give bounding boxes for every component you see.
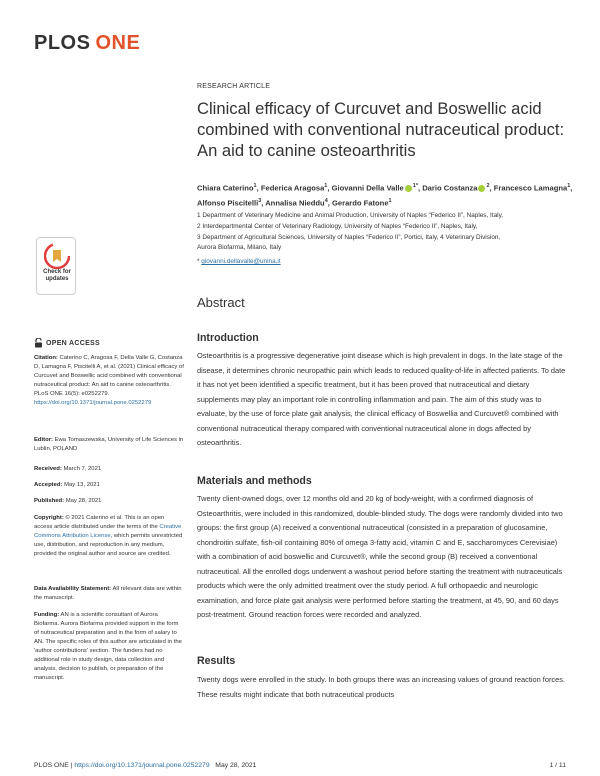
corresponding-star: *: [197, 258, 200, 265]
open-lock-icon: [34, 338, 43, 348]
author-affiliation-sup: 4: [324, 198, 328, 205]
footer-date: May 28, 2021: [215, 762, 257, 769]
affiliation-line: Aurora Biofarma, Milano, Italy: [197, 244, 282, 252]
citation-doi-link[interactable]: https://doi.org/10.1371/journal.pone.0252279: [34, 400, 152, 406]
corresponding-email-link[interactable]: giovanni.dellavalle@unina.it: [201, 258, 281, 265]
journal-logo: [34, 32, 140, 55]
author-name[interactable]: Giovanni Della Valle: [331, 183, 404, 193]
footer-separator: |: [70, 762, 73, 769]
author-affiliation-sup: 1*: [412, 183, 418, 189]
funding-block: [34, 611, 184, 683]
accepted-block: [34, 481, 184, 490]
check-updates-line2: updates: [45, 276, 69, 282]
affiliation-line: 3 Department of Agricultural Sciences, University of Naples “Federico II”, Portici, Italy, 4 Veterinary Division,: [197, 233, 501, 241]
results-paragraph: Twenty dogs were enrolled in the study. In both groups there was an increasing values of ground reaction forces. These results might indicate that both nutraceutical products: [197, 675, 565, 699]
footer-doi-link[interactable]: https://doi.org/10.1371/journal.pone.0252279: [74, 762, 210, 769]
funding-text: AN is a scientific consultant of Aurora Biofarma. Aurora Biofarma provided support in the form of nutraceutical preparation and in the form of salary to AN. The specific roles of this author are articulated in the 'author contributions' section. The funders had no additional role in study design, data collection and analysis, decision to publish, or preparation of the manuscript.: [34, 612, 182, 681]
copyright-label: Copyright:: [34, 515, 64, 521]
affiliations: [197, 211, 587, 254]
citation-label: Citation:: [34, 355, 58, 361]
author-name[interactable]: Gerardo Fatone: [332, 198, 389, 208]
author-name[interactable]: Annalisa Nieddu: [265, 198, 325, 208]
check-updates-line1: Check for: [43, 269, 71, 275]
author-affiliation-sup: 3: [258, 198, 262, 205]
introduction-heading: Introduction: [197, 332, 259, 344]
published-block: [34, 497, 184, 506]
orcid-icon[interactable]: [478, 185, 485, 192]
affiliation-line: 2 Interdepartmental Center of Veterinary Radiology, University of Naples “Federico II”, Naples, Italy,: [197, 222, 478, 230]
author-name[interactable]: Federica Aragosa: [260, 183, 325, 193]
received-date: March 7, 2021: [63, 466, 102, 472]
results-heading: Results: [197, 655, 236, 667]
copyright-text: © 2021 Caterino et al. This is an open access article distributed under the terms of the: [34, 515, 165, 530]
editor-label: Editor:: [34, 437, 53, 443]
check-for-updates-button[interactable]: [36, 237, 76, 295]
article-type: RESEARCH ARTICLE: [197, 83, 271, 90]
copyright-text-end: , which permits unrestricted use, distribution, and reproduction in any medium, provided the original author and source are credited.: [34, 533, 183, 557]
accepted-label: Accepted:: [34, 482, 63, 488]
methods-heading: Materials and methods: [197, 475, 312, 487]
author-affiliation-sup: 1: [567, 183, 571, 189]
citation-text: Caterino C, Aragosa F, Della Valle G, Costanza D, Lamagna F, Piscitelli A, et al. (2021) Clinical efficacy of Curcuvet and Boswellic acid combined with conventional nutraceutical product: An aid to canine osteoarthritis. PLoS ONE 16(5): e0252279.: [34, 355, 184, 397]
open-access-badge: [34, 338, 100, 348]
corresponding-author: [197, 258, 281, 265]
author-name[interactable]: Francesco Lamagna: [493, 183, 568, 193]
author-list: Chiara Caterino$^1$, Federica Aragosa$^1$, Giovanni Della Valle $^{1*}$, Dario Costanza $^2$, Francesco Lamagna$^1$, Alfonso Piscitelli$^3$, Annalisa Nieddu$^4$, Gerardo Fatone$^1$: [197, 183, 573, 208]
introduction-paragraph: Osteoarthritis is a progressive degenerative joint disease which is high prevalent in dogs. In the late stage of the disease, it determines chronic neuropathic pain which leads to reduced quality-of-life in affected patients. To date it has not yet been identified a specific treatment, but it has been proved that nutraceutical and dietary supplements may play an important role in controlling inflammation and pain. The aim of this study was to evaluate, by the use of force plate gait analysis, the clinical efficacy of Boswellia and Curcuvet® combined with conventional nutraceutical therapy compared with conventional nutraceutical alone in dogs affected by osteoarthritis.: [197, 351, 566, 447]
author-name[interactable]: Dario Costanza: [422, 183, 478, 193]
methods-paragraph: Twenty client-owned dogs, over 12 months old and 20 kg of body-weight, with a confirmed diagnosis of Osteoarthritis, were included in this randomized, double-blinded study. The dogs were randomly divided into two groups: the first group (A) received a conventional nutraceutical (consisted in a preparation of glucosamine, chondroitin sulfate, fish-oil containing 80% of omega 3-fatty acid, vitamin C and E, saccharomyces Cerevisiae) with a combination of acid boswellic and Curcuvet®, while the second group (B) received a conventional nutraceutical. All the enrolled dogs underwent a washout period before starting the treatment with nutraceuticals products which were the only admitted treatment over the study period. A full orthopaedic and neurologic examination, and force plate gait analysis were performed before starting the treatment, at 45, 90, and 60 days post-treatment. Ground reaction forces were recorded and analyzed.: [197, 494, 563, 619]
author-affiliation-sup: 1: [388, 198, 392, 205]
data-availability-text: All relevant data are within the manuscript.: [34, 586, 182, 601]
citation-block: [34, 354, 184, 408]
data-availability-block: [34, 585, 184, 603]
article-title: Clinical efficacy of Curcuvet and Boswellic acid combined with conventional nutraceutical product: An aid to canine osteoarthritis: [197, 99, 565, 160]
open-access-label: OPEN ACCESS: [46, 339, 100, 347]
page-footer: [34, 762, 256, 769]
author-affiliation-sup: 1: [324, 183, 328, 189]
funding-label: Funding:: [34, 612, 60, 618]
published-label: Published:: [34, 498, 65, 504]
editor-text: Ewa Tomaszewska, University of Life Sciences in Lublin, POLAND: [34, 437, 184, 452]
published-date: May 28, 2021: [65, 498, 102, 504]
author-affiliation-sup: 2: [486, 183, 490, 189]
author-name[interactable]: Chiara Caterino: [197, 183, 254, 193]
footer-journal: PLOS ONE: [34, 762, 69, 769]
abstract-heading: Abstract: [197, 295, 245, 310]
received-label: Received:: [34, 466, 62, 472]
author-name[interactable]: Alfonso Piscitelli: [197, 198, 259, 208]
editor-block: [34, 436, 184, 454]
accepted-date: May 13, 2021: [64, 482, 100, 488]
page-number: 1 / 11: [549, 762, 566, 769]
journal-logo-one: ONE: [95, 32, 141, 54]
author-affiliation-sup: 1: [253, 183, 257, 189]
data-availability-label: Data Availability Statement:: [34, 586, 112, 592]
orcid-icon[interactable]: [405, 185, 412, 192]
copyright-block: [34, 514, 184, 559]
received-block: [34, 465, 184, 474]
cc-license-link[interactable]: Creative Commons Attribution License: [34, 524, 182, 539]
journal-logo-plos: PLOS: [34, 32, 91, 54]
affiliation-line: 1 Department of Veterinary Medicine and Animal Production, University of Naples “Federico II”, Naples, Italy,: [197, 212, 504, 219]
bookmark-icon: [44, 243, 70, 269]
